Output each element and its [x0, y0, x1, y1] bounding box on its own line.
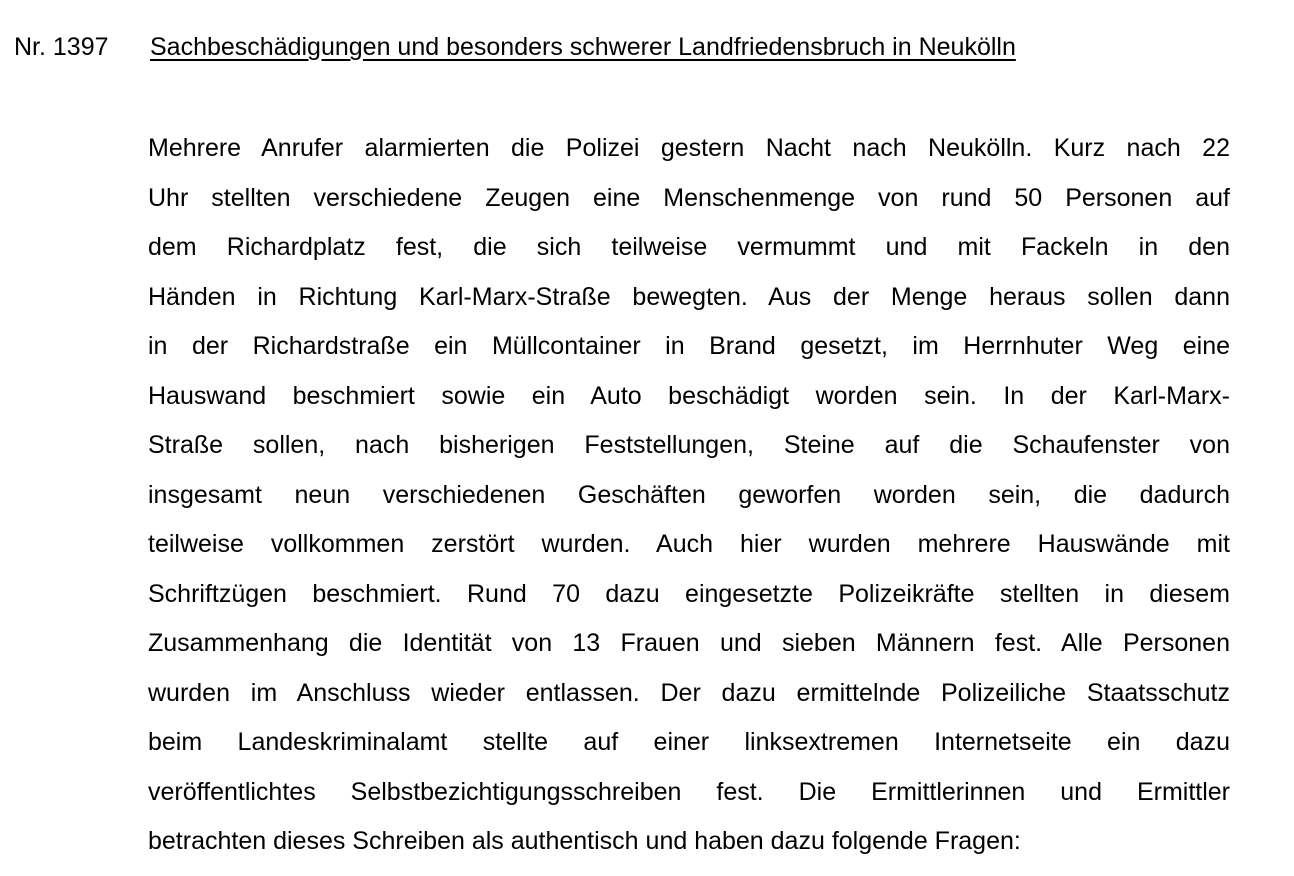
report-number: Nr. 1397 [14, 33, 109, 61]
body-line: veröffentlichtes Selbstbezichtigungsschreiben fest. Die Ermittlerinnen und Ermittler [148, 777, 1230, 806]
report-body [148, 124, 1230, 867]
document-heading [14, 32, 1016, 62]
body-line: insgesamt neun verschiedenen Geschäften geworfen worden sein, die dadurch [148, 480, 1230, 509]
body-line: dem Richardplatz fest, die sich teilweise vermummt und mit Fackeln in den [148, 233, 1230, 261]
body-line: in der Richardstraße ein Müllcontainer in Brand gesetzt, im Herrnhuter Weg eine [148, 332, 1230, 360]
body-line: betrachten dieses Schreiben als authentisch und haben dazu folgende Fragen: [148, 827, 1021, 855]
body-line: beim Landeskriminalamt stellte auf einer linksextremen Internetseite ein dazu [148, 728, 1230, 756]
body-line: Straße sollen, nach bisherigen Feststellungen, Steine auf die Schaufenster von [148, 431, 1230, 459]
body-line: Zusammenhang die Identität von 13 Frauen und sieben Männern fest. Alle Personen [148, 629, 1230, 657]
body-line: Hauswand beschmiert sowie ein Auto beschädigt worden sein. In der Karl-Marx- [148, 381, 1230, 410]
body-line: Händen in Richtung Karl-Marx-Straße bewegten. Aus der Menge heraus sollen dann [148, 282, 1230, 311]
body-line: teilweise vollkommen zerstört wurden. Auch hier wurden mehrere Hauswände mit [148, 530, 1230, 558]
report-title: Sachbeschädigungen und besonders schwerer Landfriedensbruch in Neukölln [150, 33, 1016, 61]
body-line: Schriftzügen beschmiert. Rund 70 dazu eingesetzte Polizeikräfte stellten in diesem [148, 579, 1230, 608]
body-line: Uhr stellten verschiedene Zeugen eine Menschenmenge von rund 50 Personen auf [148, 183, 1230, 212]
body-line: wurden im Anschluss wieder entlassen. Der dazu ermittelnde Polizeiliche Staatsschutz [148, 678, 1230, 707]
body-line: Mehrere Anrufer alarmierten die Polizei gestern Nacht nach Neukölln. Kurz nach 22 [148, 134, 1230, 162]
